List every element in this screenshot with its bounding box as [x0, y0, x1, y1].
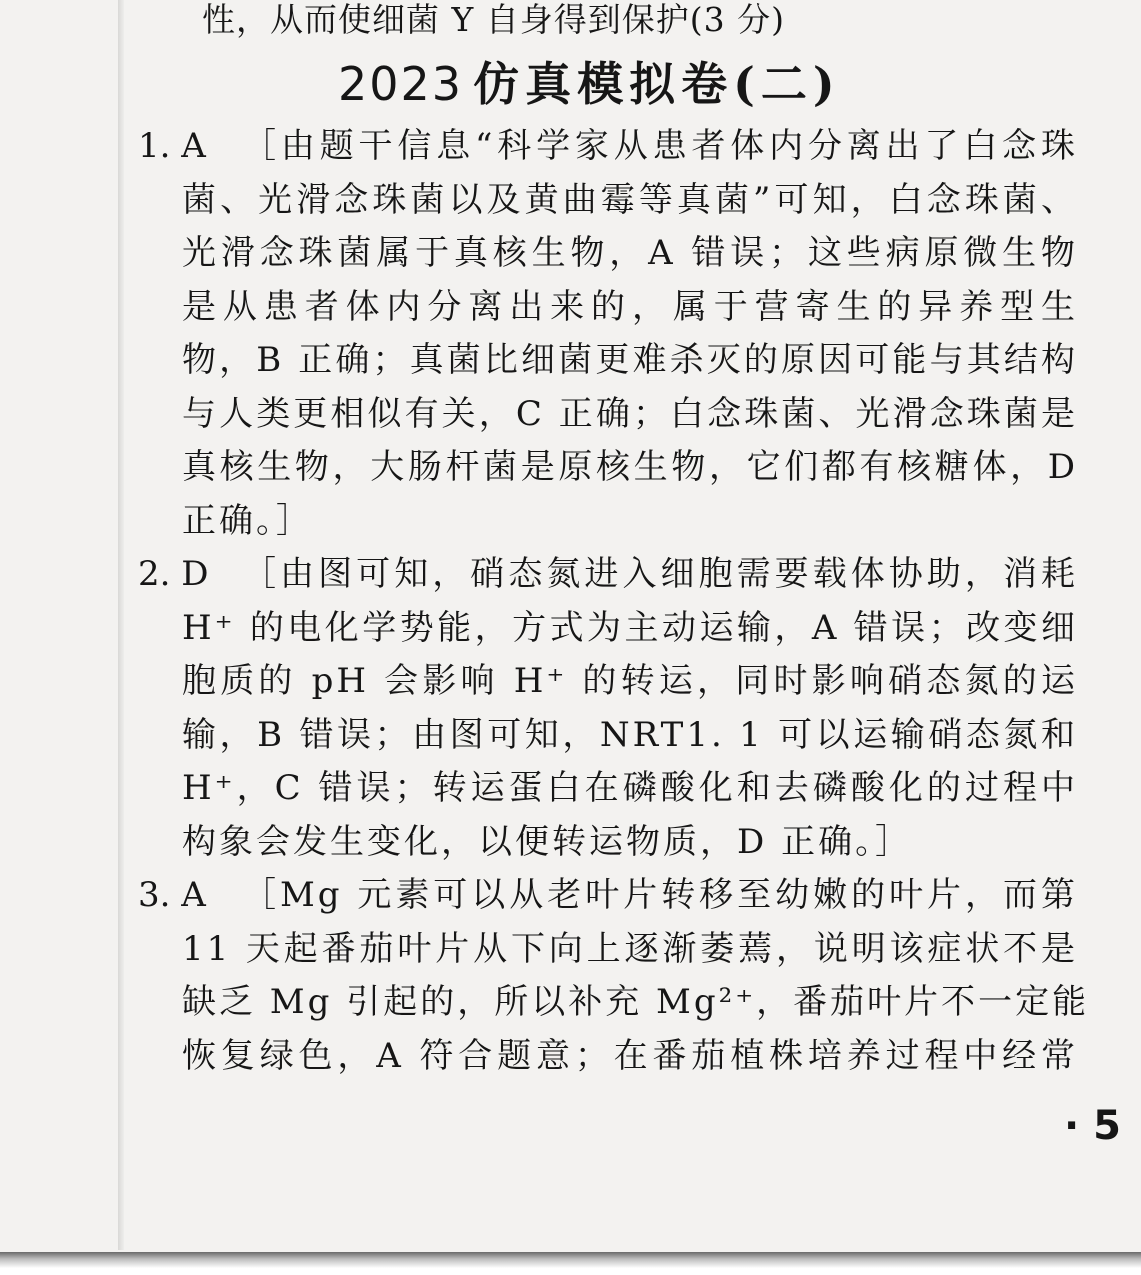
explanation-line: 光滑念珠菌属于真核生物，A 错误；这些病原微生物	[182, 233, 1078, 273]
answer-list	[138, 120, 1090, 1083]
explanation-line: ［由图可知，硝态氮进入细胞需要载体协助，消耗	[242, 554, 1078, 594]
answer-item-2	[138, 548, 1078, 869]
explanation-line: 菌、光滑念珠菌以及黄曲霉等真菌”可知，白念珠菌、	[182, 179, 1078, 220]
answer-item-3	[138, 869, 1090, 1083]
explanation-line: 与人类更相似有关，C 正确；白念珠菌、光滑念珠菌是	[182, 393, 1078, 434]
section-title	[338, 56, 841, 112]
explanation-line: 胞质的 pH 会影响 H⁺ 的转运，同时影响硝态氮的运	[182, 661, 1078, 701]
explanation-line: 缺乏 Mg 引起的，所以补充 Mg²⁺，番茄叶片不一定能	[182, 982, 1090, 1022]
explanation-line: ［Mg 元素可以从老叶片转移至幼嫩的叶片，而第	[242, 875, 1078, 915]
answer-explanation-continued	[182, 174, 1078, 549]
explanation-line: 11 天起番茄叶片从下向上逐渐萎蔫，说明该症状不是	[182, 928, 1078, 969]
answer-explanation	[242, 120, 1078, 174]
explanation-line: H⁺ 的电化学势能，方式为主动运输，A 错误；改变细	[182, 607, 1078, 648]
explanation-line: 真核生物，大肠杆菌是原核生物，它们都有核糖体，D	[182, 447, 1078, 487]
explanation-line: 物，B 正确；真菌比细菌更难杀灭的原因可能与其结构	[182, 340, 1078, 380]
explanation-line: ［由题干信息“科学家从患者体内分离出了白念珠	[242, 126, 1078, 166]
explanation-line: 输，B 错误；由图可知，NRT1. 1 可以运输硝态氮和	[182, 714, 1078, 755]
explanation-line: H⁺，C 错误；转运蛋白在磷酸化和去磷酸化的过程中	[182, 768, 1078, 808]
answer-explanation-continued	[182, 923, 1090, 1084]
answer-item-1	[138, 120, 1078, 548]
previous-answer-tail: 性，从而使细菌 Y 自身得到保护(3 分)	[202, 0, 785, 39]
page-bottom-edge	[0, 1252, 1141, 1275]
page-spine-shadow	[118, 0, 124, 1250]
section-title-year: 2023	[338, 57, 464, 111]
explanation-line: 恢复绿色，A 符合题意；在番茄植株培养过程中经常	[182, 1035, 1078, 1076]
answer-number: 1. A	[138, 126, 206, 166]
answer-number: 3. A	[138, 875, 206, 915]
explanation-line: 正确。］	[182, 500, 313, 541]
explanation-line: 构象会发生变化，以便转运物质，D 正确。］	[182, 821, 913, 862]
section-title-name: 仿真模拟卷(二)	[473, 57, 841, 111]
answer-explanation	[242, 869, 1078, 923]
answer-explanation	[242, 548, 1078, 602]
explanation-line: 是从患者体内分离出来的，属于营寄生的异养型生	[182, 286, 1078, 327]
answer-number: 2. D	[138, 554, 209, 594]
answer-explanation-continued	[182, 602, 1078, 870]
page-number: · 5	[1064, 1103, 1121, 1149]
